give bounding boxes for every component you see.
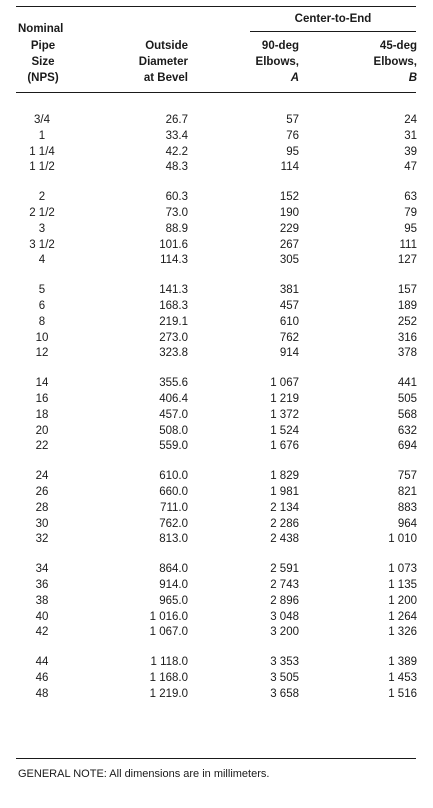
- elbow-90-cell: 3 048: [270, 610, 299, 623]
- od-cell: 273.0: [159, 331, 188, 344]
- elbow-90-cell: 381: [279, 284, 299, 297]
- elbow-90-cell: 762: [279, 331, 299, 344]
- row-group: [0, 190, 433, 269]
- table-row: [0, 206, 433, 222]
- od-cell: 1 168.0: [149, 671, 188, 684]
- table-row: [0, 408, 433, 424]
- elbow-45-cell: 24: [404, 114, 417, 126]
- elbow-45-cell: 79: [404, 206, 417, 219]
- table-row: [0, 331, 433, 347]
- od-cell: 406.4: [159, 392, 188, 405]
- elbow-45-cell: 127: [397, 254, 417, 267]
- elbow-45-cell: 1 073: [388, 563, 417, 576]
- elbow-45-cell: 441: [397, 377, 417, 390]
- nps-cell: 48: [35, 687, 49, 700]
- row-group: [0, 376, 433, 455]
- od-cell: 355.6: [159, 377, 188, 390]
- nps-cell: 4: [38, 254, 46, 267]
- table-row: [0, 671, 433, 687]
- elbow-90-cell: 2 438: [270, 533, 299, 546]
- elbow-45-cell: 1 453: [388, 671, 417, 684]
- od-cell: 48.3: [165, 161, 188, 174]
- od-cell: 457.0: [159, 408, 188, 421]
- elbow-90-cell: 2 134: [270, 501, 299, 514]
- elbow-90-cell: 95: [286, 145, 299, 158]
- elbow-45-cell: 821: [397, 485, 417, 498]
- elbow-90-cell: 152: [279, 191, 299, 204]
- nps-cell: 46: [35, 671, 49, 684]
- table-row: [0, 283, 433, 299]
- table-row: [0, 424, 433, 440]
- nps-cell: 24: [35, 470, 49, 483]
- table-row: [0, 129, 433, 145]
- table-body: [0, 113, 433, 717]
- header-nps: [18, 21, 63, 37]
- header-b-line1: 45-deg: [379, 40, 417, 52]
- od-cell: 1 219.0: [149, 687, 188, 700]
- elbow-45-cell: 189: [397, 299, 417, 312]
- elbow-90-cell: 1 981: [270, 485, 299, 498]
- row-group: [0, 113, 433, 176]
- elbow-45-cell: 316: [397, 331, 417, 344]
- nps-cell: 1 1/2: [29, 161, 55, 174]
- table-row: [0, 610, 433, 626]
- group-rule: [250, 31, 416, 32]
- table-row: [0, 562, 433, 578]
- elbow-90-cell: 3 658: [270, 687, 299, 700]
- elbow-45-cell: 1 326: [388, 626, 417, 639]
- elbow-90-cell: 2 896: [270, 594, 299, 607]
- elbow-45-cell: 1 389: [388, 656, 417, 669]
- header-od-line3: at Bevel: [143, 72, 188, 84]
- header-od-line2: Diameter: [138, 56, 188, 68]
- nps-cell: 3: [38, 222, 46, 235]
- od-cell: 610.0: [159, 470, 188, 483]
- elbow-90-cell: 229: [279, 222, 299, 235]
- elbow-90-cell: 1 676: [270, 440, 299, 453]
- elbow-45-cell: 157: [397, 284, 417, 297]
- elbow-90-cell: 610: [279, 315, 299, 328]
- header-b-line2: Elbows,: [373, 56, 417, 68]
- table-row: [0, 160, 433, 176]
- od-cell: 219.1: [159, 315, 188, 328]
- elbow-45-cell: 47: [404, 161, 417, 174]
- header-nps-line2: Pipe: [30, 40, 56, 52]
- elbow-90-cell: 457: [279, 299, 299, 312]
- elbow-45-cell: 632: [397, 424, 417, 437]
- elbow-90-cell: 1 067: [270, 377, 299, 390]
- od-cell: 762.0: [159, 517, 188, 530]
- elbow-90-cell: 1 524: [270, 424, 299, 437]
- table-row: [0, 439, 433, 455]
- header-nps-rest: [18, 38, 68, 86]
- nps-cell: 3 1/2: [29, 238, 55, 251]
- od-cell: 60.3: [165, 191, 188, 204]
- header-45deg: [374, 38, 417, 86]
- od-cell: 1 067.0: [149, 626, 188, 639]
- od-cell: 88.9: [165, 222, 188, 235]
- header-90deg: [256, 38, 299, 86]
- table-row: [0, 625, 433, 641]
- table-row: [0, 687, 433, 703]
- nps-cell: 12: [35, 347, 49, 360]
- elbow-90-cell: 2 286: [270, 517, 299, 530]
- table-row: [0, 222, 433, 238]
- elbow-45-cell: 1 135: [388, 578, 417, 591]
- nps-cell: 38: [35, 594, 49, 607]
- nps-cell: 3/4: [34, 114, 50, 126]
- od-cell: 1 118.0: [150, 656, 188, 669]
- elbow-90-cell: 57: [286, 114, 299, 126]
- elbow-45-cell: 378: [397, 347, 417, 360]
- nps-cell: 10: [35, 331, 49, 344]
- elbow-45-cell: 252: [397, 315, 417, 328]
- table-row: [0, 376, 433, 392]
- table-row: [0, 238, 433, 254]
- elbow-90-cell: 267: [279, 238, 299, 251]
- header-rule: [16, 92, 416, 93]
- od-cell: 1 016.0: [149, 610, 188, 623]
- header-nps-line4: (NPS): [27, 72, 59, 84]
- elbow-90-cell: 1 219: [270, 392, 299, 405]
- od-cell: 864.0: [159, 563, 188, 576]
- od-cell: 711.0: [160, 501, 188, 514]
- nps-cell: 2 1/2: [29, 206, 55, 219]
- od-cell: 508.0: [159, 424, 188, 437]
- header-a-symbol: A: [290, 72, 299, 84]
- od-cell: 965.0: [159, 594, 188, 607]
- nps-cell: 26: [35, 485, 49, 498]
- nps-cell: 34: [35, 563, 49, 576]
- header-od-line1: Outside: [145, 40, 188, 52]
- od-cell: 114.3: [160, 254, 188, 267]
- elbow-45-cell: 964: [397, 517, 417, 530]
- elbow-45-cell: 1 516: [388, 687, 417, 700]
- row-group: [0, 283, 433, 362]
- table-row: [0, 113, 433, 129]
- table-row: [0, 346, 433, 362]
- od-cell: 914.0: [159, 578, 188, 591]
- table-row: [0, 315, 433, 331]
- elbow-90-cell: 3 353: [270, 656, 299, 669]
- table-row: [0, 190, 433, 206]
- elbow-45-cell: 63: [404, 191, 417, 204]
- od-cell: 73.0: [165, 206, 188, 219]
- elbow-90-cell: 2 743: [270, 578, 299, 591]
- od-cell: 323.8: [159, 347, 188, 360]
- header-center-to-end: [250, 11, 416, 27]
- elbow-90-cell: 190: [279, 206, 299, 219]
- elbow-45-cell: 568: [397, 408, 417, 421]
- elbow-90-cell: 1 829: [270, 470, 299, 483]
- table-row: [0, 532, 433, 548]
- elbow-90-cell: 2 591: [270, 563, 299, 576]
- elbow-90-cell: 3 200: [270, 626, 299, 639]
- od-cell: 101.6: [159, 238, 188, 251]
- nps-cell: 28: [35, 501, 49, 514]
- header-b-symbol: B: [408, 72, 417, 84]
- row-group: [0, 562, 433, 641]
- od-cell: 26.7: [165, 114, 188, 126]
- row-group: [0, 655, 433, 702]
- nps-cell: 18: [35, 408, 49, 421]
- table-row: [0, 594, 433, 610]
- table-row: [0, 501, 433, 517]
- elbow-45-cell: 31: [404, 129, 417, 142]
- od-cell: 660.0: [159, 485, 188, 498]
- elbow-90-cell: 3 505: [270, 671, 299, 684]
- od-cell: 559.0: [159, 440, 188, 453]
- elbow-90-cell: 114: [280, 161, 299, 174]
- nps-cell: 44: [35, 656, 49, 669]
- header-a-line2: Elbows,: [255, 56, 299, 68]
- elbow-90-cell: 914: [279, 347, 299, 360]
- elbow-45-cell: 1 200: [388, 594, 417, 607]
- elbow-45-cell: 39: [404, 145, 417, 158]
- nps-cell: 16: [35, 392, 49, 405]
- nps-cell: 32: [35, 533, 49, 546]
- header-nps-line1: Nominal: [18, 23, 64, 35]
- od-cell: 168.3: [159, 299, 188, 312]
- elbow-45-cell: 757: [397, 470, 417, 483]
- nps-cell: 30: [35, 517, 49, 530]
- od-cell: 42.2: [165, 145, 188, 158]
- table-row: [0, 299, 433, 315]
- elbow-45-cell: 883: [397, 501, 417, 514]
- table-row: [0, 578, 433, 594]
- nps-cell: 22: [35, 440, 49, 453]
- nps-cell: 2: [38, 191, 46, 204]
- nps-cell: 36: [35, 578, 49, 591]
- nps-cell: 6: [38, 299, 46, 312]
- general-note: GENERAL NOTE: All dimensions are in millimeters.: [18, 768, 270, 780]
- nps-cell: 14: [35, 377, 49, 390]
- elbow-90-cell: 1 372: [270, 408, 299, 421]
- nps-cell: 42: [35, 626, 49, 639]
- nps-cell: 5: [38, 284, 46, 297]
- table-row: [0, 392, 433, 408]
- nps-cell: 1 1/4: [29, 145, 55, 158]
- nps-cell: 40: [35, 610, 49, 623]
- header-group-label: Center-to-End: [294, 13, 372, 25]
- elbow-90-cell: 76: [286, 129, 299, 142]
- elbow-45-cell: 1 264: [388, 610, 417, 623]
- table-row: [0, 655, 433, 671]
- table-row: [0, 145, 433, 161]
- table-row: [0, 469, 433, 485]
- elbow-45-cell: 111: [399, 238, 417, 251]
- header-nps-line3: Size: [31, 56, 55, 68]
- elbow-45-cell: 694: [397, 440, 417, 453]
- row-group: [0, 469, 433, 548]
- nps-cell: 20: [35, 424, 49, 437]
- od-cell: 33.4: [165, 129, 188, 142]
- nps-cell: 1: [38, 129, 46, 142]
- table-row: [0, 253, 433, 269]
- nps-cell: 8: [38, 315, 46, 328]
- table-row: [0, 485, 433, 501]
- header-od: [139, 38, 188, 86]
- od-cell: 141.3: [159, 284, 188, 297]
- elbow-90-cell: 305: [279, 254, 299, 267]
- header-a-line1: 90-deg: [261, 40, 299, 52]
- top-rule: [16, 6, 416, 7]
- od-cell: 813.0: [159, 533, 188, 546]
- table-row: [0, 517, 433, 533]
- elbow-45-cell: 95: [404, 222, 417, 235]
- bottom-rule: [16, 758, 416, 759]
- elbow-45-cell: 505: [397, 392, 417, 405]
- elbow-45-cell: 1 010: [388, 533, 417, 546]
